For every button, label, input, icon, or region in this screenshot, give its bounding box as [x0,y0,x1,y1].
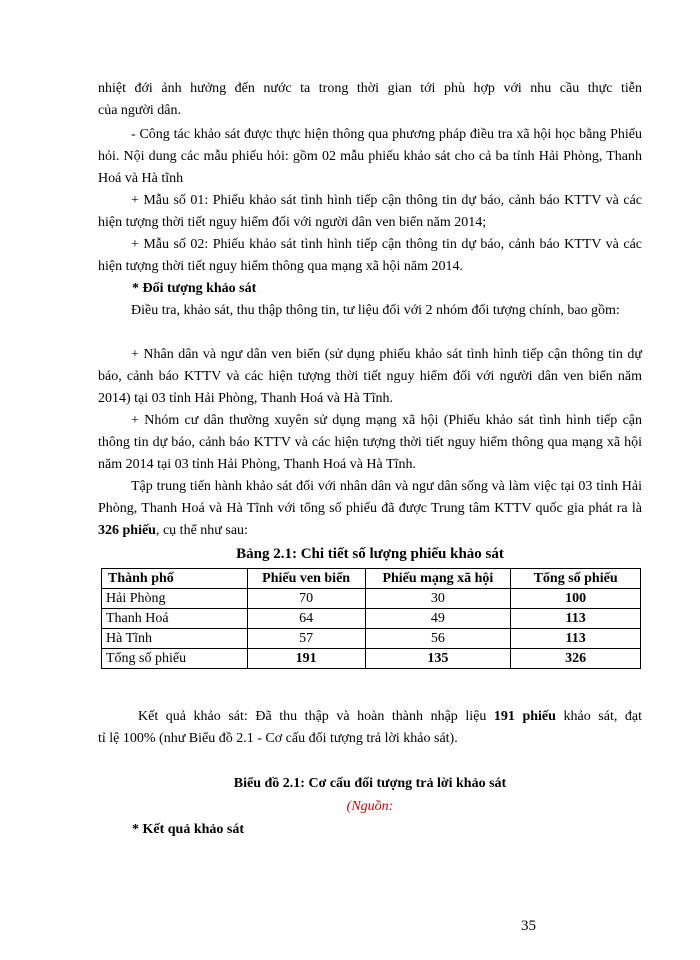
header-coastal: Phiếu ven biển [247,569,365,589]
results-heading: * Kết quả khảo sát [132,822,245,837]
cell-social: 135 [365,649,511,669]
header-total: Tổng số phiếu [511,569,641,589]
cell-city: Thanh Hoá [102,609,248,629]
paragraph-results [98,706,642,750]
table-row [102,629,641,649]
paragraph-total [98,476,642,542]
cell-social: 56 [365,629,511,649]
survey-table [101,568,641,669]
paragraph-form-02: + Mẫu số 02: Phiếu khảo sát tình hình tiếp cận thông tin dự báo, cảnh báo KTTV và các hiện tượng thời tiết nguy hiểm thông qua mạng xã hội năm 2014. [98,237,642,274]
page-number: 35 [521,918,536,934]
cell-total: 113 [511,629,641,649]
chart-caption: Biểu đồ 2.1: Cơ cấu đối tượng trả lời khảo sát [233,776,507,791]
cell-city: Hải Phòng [102,589,248,609]
cell-total: 113 [511,609,641,629]
paragraph-coastal: + Nhân dân và ngư dân ven biển (sử dụng phiếu khảo sát tình hình tiếp cận thông tin dự báo, cảnh báo KTTV và các hiện tượng thời tiết nguy hiểm đối với người dân ven biển năm 2014) tại 03 tỉnh Hải Phòng, Thanh Hoá và Hà Tĩnh. [98,347,642,406]
cell-total: 100 [511,589,641,609]
table-total-row [102,649,641,669]
results-line-1 [98,706,642,728]
total-text-before: Tập trung tiến hành khảo sát đối với nhân dân và ngư dân sống và làm việc tại 03 tỉnh Hải Phòng, Thanh Hoá và Hà Tĩnh với tổng số phiếu đã được Trung tâm KTTV quốc gia phát ra là [98,479,642,516]
cell-coastal: 191 [247,649,365,669]
table-row [102,609,641,629]
paragraph-social: + Nhóm cư dân thường xuyên sử dụng mạng xã hội (Phiếu khảo sát tình hình tiếp cận thông tin dự báo, cảnh báo KTTV và các hiện tượng thời tiết nguy hiểm thông qua mạng xã hội năm 2014 tại 03 tỉnh Hải Phòng, Thanh Hoá và Hà Tĩnh. [98,413,642,472]
results-text-after: khảo sát, đạt [555,709,642,724]
header-city: Thành phố [102,569,248,589]
intro-line-1: nhiệt đới ảnh hưởng đến nước ta trong thời gian tới phù hợp với nhu cầu thực tiễn [98,81,642,96]
subject-heading: * Đối tượng khảo sát [132,281,257,296]
cell-social: 49 [365,609,511,629]
header-social: Phiếu mạng xã hội [365,569,511,589]
total-count: 326 phiếu [98,523,156,538]
results-text-before: Kết quả khảo sát: Đã thu thập và hoàn thành nhập liệu [138,709,494,724]
cell-coastal: 64 [247,609,365,629]
table-title: Bảng 2.1: Chi tiết số lượng phiếu khảo sát [236,546,504,562]
table-row [102,589,641,609]
table-header-row [102,569,641,589]
results-line-2: tỉ lệ 100% (như Biểu đồ 2.1 - Cơ cấu đối tượng trả lời khảo sát). [98,731,458,746]
paragraph-intro [98,78,642,122]
cell-coastal: 57 [247,629,365,649]
cell-social: 30 [365,589,511,609]
intro-line-2: của người dân. [98,103,182,118]
paragraph-subjects: Điều tra, khảo sát, thu thập thông tin, tư liệu đối với 2 nhóm đối tượng chính, bao gồm: [131,303,620,318]
results-count: 191 phiếu [493,709,556,724]
cell-total: 326 [511,649,641,669]
total-text-after: , cụ thể như sau: [155,523,248,538]
cell-city: Hà Tĩnh [102,629,248,649]
paragraph-method: - Công tác khảo sát được thực hiện thông qua phương pháp điều tra xã hội học bằng Phiếu hỏi. Nội dung các mẫu phiếu hỏi: gồm 02 mẫu phiếu khảo sát cho cả ba tỉnh Hải Phòng, Thanh Hoá và Hà tĩnh [98,127,642,186]
cell-city: Tổng số phiếu [102,649,248,669]
cell-coastal: 70 [247,589,365,609]
paragraph-form-01: + Mẫu số 01: Phiếu khảo sát tình hình tiếp cận thông tin dự báo, cảnh báo KTTV và các hiện tượng thời tiết nguy hiểm đối với người dân ven biển năm 2014; [98,193,642,230]
source-note: (Nguồn: [346,799,394,814]
